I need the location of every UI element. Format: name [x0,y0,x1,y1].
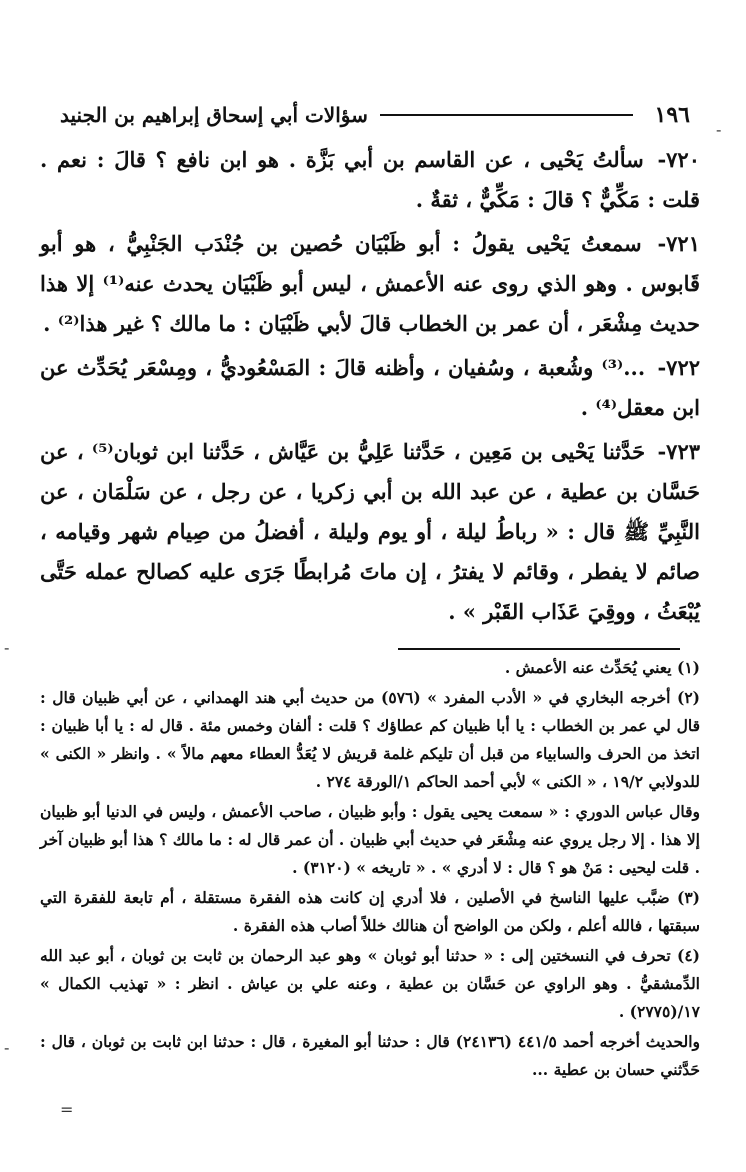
entry-number: ٧٢٣- [657,439,701,464]
entry-number: ٧٢٢- [657,355,701,380]
entry-722 [40,348,700,428]
entry-721 [40,224,700,344]
running-title: سؤالات أبي إسحاق إبراهيم بن الجنيد [60,103,368,127]
page-number: ١٩٦ [654,102,690,128]
margin-tick: - [4,1038,10,1057]
continuation-mark: = [60,1100,74,1119]
header-rule [380,114,633,116]
entry-text: حَدَّثنا يَحْيى بن مَعِين ، حَدَّثنا عَلِيُّ بن عَيَّاش ، حَدَّثنا ابن ثوبان⁽⁵⁾ ، عن حَسَّان بن عطية ، عن عبد الله بن أبي زكريا ، عن رجل ، عن سَلْمَان ، عن النَّبِيِّ ﷺ قال : « رباطُ ليلة ، أو يوم وليلة ، أفضلُ من صِيام شهر وقيامه ، صائم لا يفطر ، وقائم لا يفترُ ، إن ماتَ مُرابطًا جَرَى عليه كصالح عمله حَتَّى يُبْعَثُ ، ووقِيَ عَذَاب القَبْر » . [40,439,700,624]
entry-text: ...⁽³⁾ وشُعبة ، وسُفيان ، وأظنه قالَ : المَسْعُوديُّ ، ومِسْعَر يُحَدِّث عن ابن معقل⁽⁴⁾ . [40,355,700,420]
margin-tick: - [4,638,10,657]
entry-text: سمعتُ يَحْيى يقولُ : أبو ظَبْيَان حُصين بن جُنْدَب الجَنْبِيُّ ، هو أبو قَابوس . وهو الذي روى عنه الأعمش ، ليس أبو ظَبْيَان يحدث عنه⁽¹⁾ إلا هذا حديث مِشْعَر ، أن عمر بن الخطاب قالَ لأبي ظَبْيَان : ما مالك ؟ غير هذا⁽²⁾ . [40,231,701,336]
main-text [40,140,700,636]
footnote-4: (٤) تحرف في النسختين إلى : « حدثنا أبو ثوبان » وهو عبد الرحمان بن ثابت بن ثوبان ، أبو عبد الله الدِّمشقيُّ . وهو الراوي عن حَسَّان بن عطية ، وعنه علي بن عياش . انظر : « تهذيب الكمال » ١٧/(٢٧٧٥) . [40,946,700,1021]
footnotes [40,654,700,1086]
footnote-2-continued: وقال عباس الدوري : « سمعت يحيى يقول : وأبو ظبيان ، صاحب الأعمش ، وليس في الدنيا أبو ظبيان إلا هذا . إلا رجل يروي عنه مِشْعَر في حديث أبي ظبيان . أن عمر قال له : ما مالك ؟ هذا أبو ظبيان آخر . قلت ليحيى : مَنْ هو ؟ قال : لا أدري » . « تاريخه » (٣١٢٠) . [40,802,700,877]
footnote-4-continued: والحديث أخرجه أحمد ٤٤١/٥ (٢٤١٣٦) قال : حدثنا أبو المغيرة ، قال : حدثنا ابن ثابت بن ثوبان ، قال : حَدَّثني حسان بن عطية ... [40,1032,700,1079]
entry-number: ٧٢١- [657,231,700,256]
entry-text: سألتُ يَحْيى ، عن القاسم بن أبي بَزَّة . هو ابن نافع ؟ قالَ : نعم . قلت : مَكِّيٌّ ؟ قالَ : مَكِّيٌّ ، ثقةٌ . [40,147,700,212]
margin-tick: - [716,120,722,139]
footnote-1: (١) يعني يُحَدِّث عنه الأعمش . [504,658,700,677]
footnote-rule [398,648,680,650]
footnote-3: (٣) ضبَّب عليها الناسخ في الأصلين ، فلا أدري إن كانت هذه الفقرة مستقلة ، أم تابعة للفقرة التي سبقتها ، فالله أعلم ، ولكن من الواضح أن هنالك خللاً أصاب هذه الفقرة . [40,888,700,935]
page-header [60,98,690,132]
entry-number: ٧٢٠- [657,147,700,172]
entry-723 [40,432,700,632]
entry-720 [40,140,700,220]
footnote-2: (٢) أخرجه البخاري في « الأدب المفرد » (٥٧٦) من حديث أبي هند الهمداني ، عن أبي ظبيان قال : قال لي عمر بن الخطاب : يا أبا ظبيان كم عطاؤك ؟ قلت : ألفان وخمس مئة . قال له : يا أبا ظبيان : اتخذ من الحرف والسابياء من قبل أن تليكم غلمة قريش لا يُعَدُّ العطاء معهم مالاً » . وانظر « الكنى » للدولابي ١٩/٢ ، « الكنى » لأبي أحمد الحاكم ١/الورقة ٢٧٤ . [40,688,700,791]
